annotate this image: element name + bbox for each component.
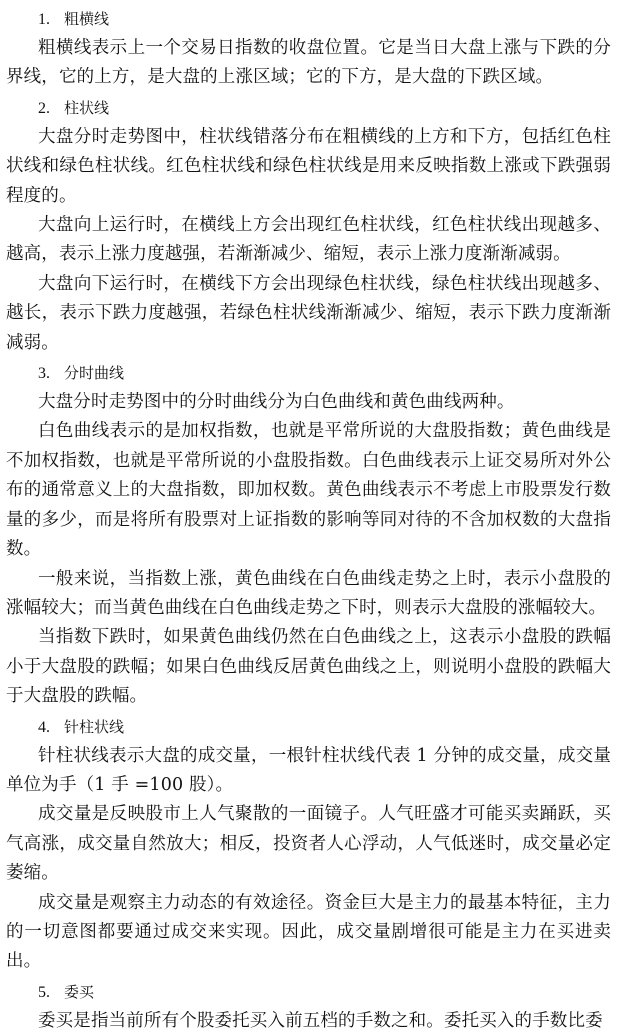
paragraph: 大盘分时走势图中，柱状线错落分布在粗横线的上方和下方，包括红色柱状线和绿色柱状线。红色柱状线和绿色柱状线是用来反映指数上涨或下跌强弱程度的。 (6, 126, 611, 206)
section-heading (38, 93, 619, 123)
paragraph: 成交量是反映股市上人气聚散的一面镜子。人气旺盛才可能买卖踊跃，买气高涨，成交量自然放大；相反，投资者人心浮动，人气低迷时，成交量必定萎缩。 (6, 804, 611, 884)
section-heading (38, 977, 619, 1007)
heading-number: 2. (38, 99, 50, 117)
heading-title: 粗横线 (64, 10, 110, 28)
section-heading (38, 712, 619, 742)
paragraph: 当指数下跌时，如果黄色曲线仍然在白色曲线之上，这表示小盘股的跌幅小于大盘股的跌幅；如果白色曲线反居黄色曲线之上，则说明小盘股的跌幅大于大盘股的跌幅。 (6, 627, 611, 707)
heading-number: 4. (38, 718, 50, 736)
paragraph: 大盘向上运行时，在横线上方会出现红色柱状线，红色柱状线出现越多、越高，表示上涨力度越强，若渐渐减少、缩短，表示上涨力度渐渐减弱。 (6, 215, 611, 265)
paragraph: 针柱状线表示大盘的成交量，一根针柱状线代表 1 分钟的成交量，成交量单位为手（1 手 =100 股）。 (6, 745, 611, 795)
section-heading (38, 358, 619, 388)
section-heading (38, 4, 619, 34)
paragraph: 粗横线表示上一个交易日指数的收盘位置。它是当日大盘上涨与下跌的分界线，它的上方，是大盘的上涨区域；它的下方，是大盘的下跌区域。 (6, 38, 611, 88)
paragraph: 大盘分时走势图中的分时曲线分为白色曲线和黄色曲线两种。 (38, 392, 515, 413)
heading-title: 柱状线 (64, 98, 110, 117)
paragraph: 大盘向下运行时，在横线下方会出现绿色柱状线，绿色柱状线出现越多、越长，表示下跌力度越强，若绿色柱状线渐渐减少、缩短，表示下跌力度渐渐减弱。 (6, 273, 611, 353)
paragraph: 一般来说，当指数上涨，黄色曲线在白色曲线走势之上时，表示小盘股的涨幅较大；而当黄色曲线在白色曲线走势之下时，则表示大盘股的涨幅较大。 (6, 568, 611, 618)
heading-number: 5. (38, 983, 50, 1001)
heading-title: 针柱状线 (64, 717, 125, 736)
paragraph: 成交量是观察主力动态的有效途径。资金巨大是主力的最基本特征，主力的一切意图都要通过成交来实现。因此，成交量剧增很可能是主力在买进卖出。 (6, 892, 611, 972)
heading-number: 1. (38, 11, 50, 28)
heading-title: 委买 (64, 982, 95, 1001)
heading-number: 3. (38, 365, 50, 383)
heading-title: 分时曲线 (64, 364, 125, 383)
paragraph: 白色曲线表示的是加权指数，也就是平常所说的大盘股指数；黄色曲线是不加权指数，也就是平常所说的小盘股指数。白色曲线表示上证交易所对外公布的通常意义上的大盘指数，即加权数。黄色曲线表示不考虑上市股票发行数量的多少，而是将所有股票对上证指数的影响等同对待的不含加权数的大盘指数。 (6, 421, 611, 560)
paragraph: 委买是指当前所有个股委托买入前五档的手数之和。委托买入的手数比委 (38, 1010, 603, 1031)
